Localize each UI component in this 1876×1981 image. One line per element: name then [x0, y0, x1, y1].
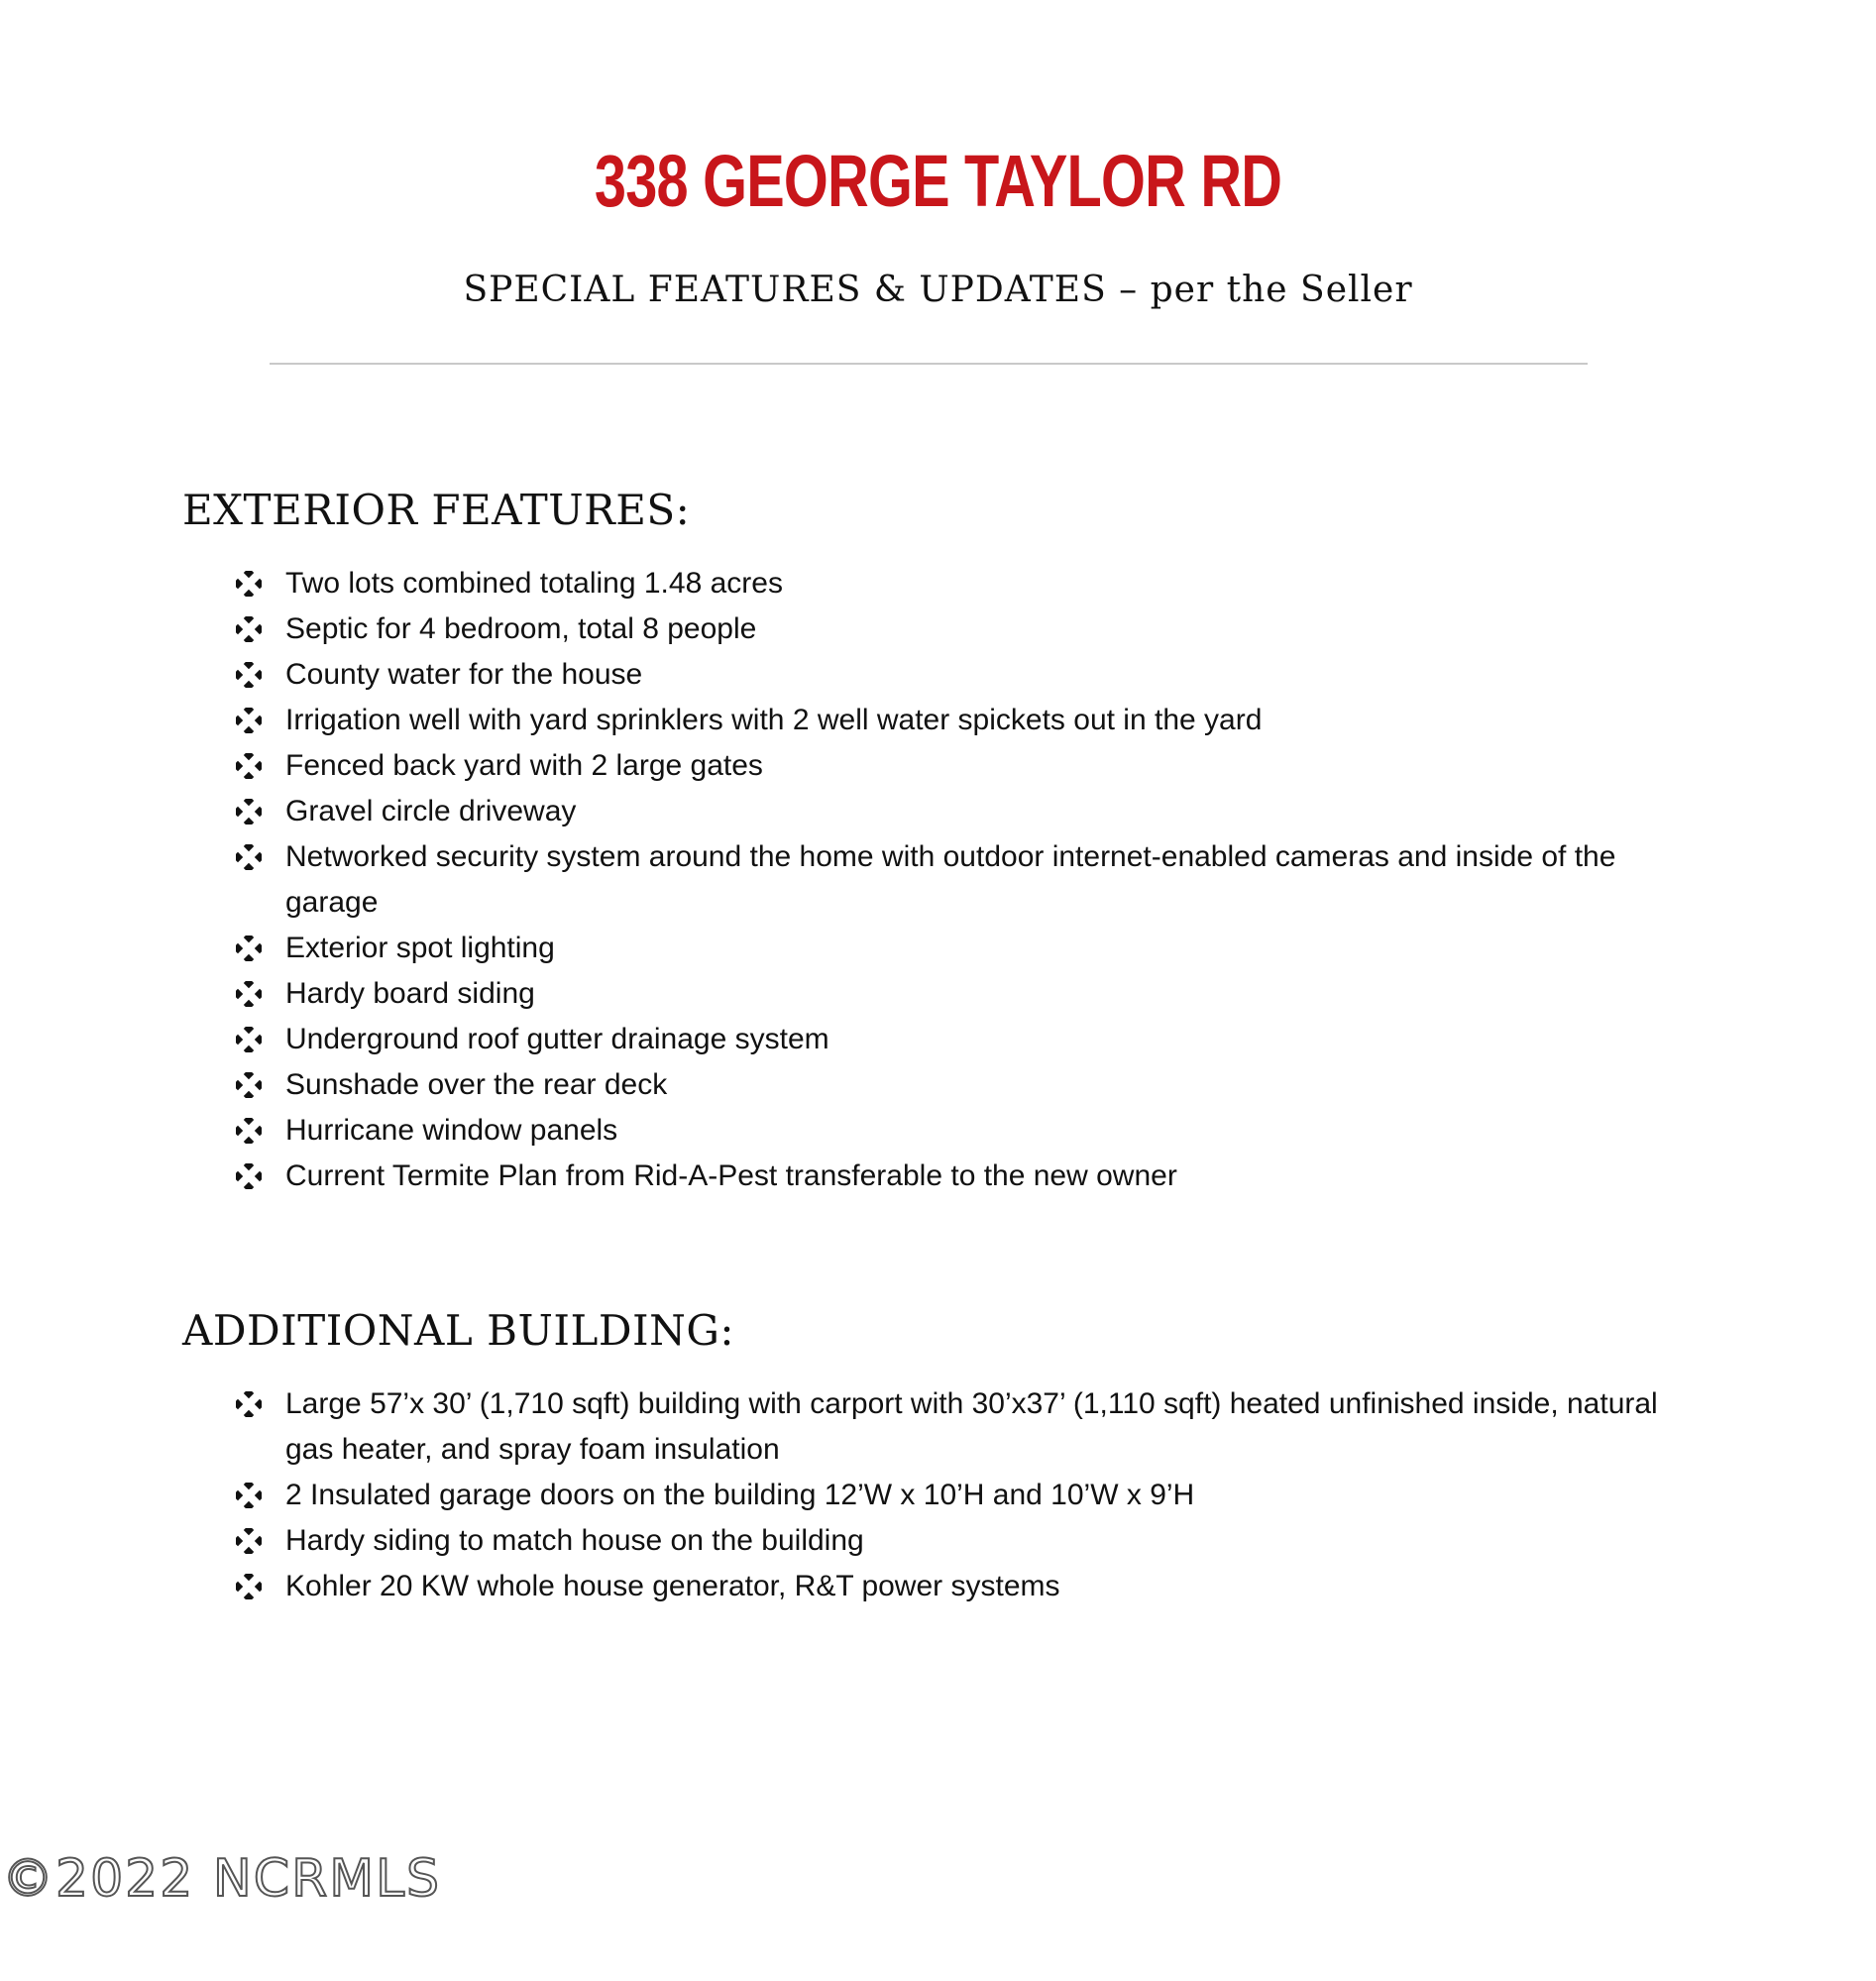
additional-building-list — [230, 1381, 1697, 1609]
four-diamond-bullet-icon — [236, 1118, 262, 1144]
four-diamond-bullet-icon — [236, 981, 262, 1007]
divider — [270, 363, 1588, 365]
list-item-text: Hardy board siding — [285, 977, 535, 1010]
list-item — [230, 1473, 1697, 1518]
list-item — [230, 1518, 1697, 1564]
title-wrap — [0, 139, 1876, 228]
four-diamond-bullet-icon — [236, 1027, 262, 1052]
list-item-text: Septic for 4 bedroom, total 8 people — [285, 612, 757, 645]
list-item — [230, 561, 1697, 606]
exterior-features-list — [230, 561, 1697, 1199]
four-diamond-bullet-icon — [236, 1163, 262, 1189]
four-diamond-bullet-icon — [236, 1072, 262, 1098]
list-item-text: Two lots combined totaling 1.48 acres — [285, 567, 783, 600]
list-item — [230, 743, 1697, 789]
list-item — [230, 652, 1697, 698]
list-item — [230, 1017, 1697, 1062]
list-item — [230, 1108, 1697, 1154]
list-item — [230, 1564, 1697, 1609]
property-title: 338 GEORGE TAYLOR RD — [594, 140, 1282, 222]
list-item-text: Irrigation well with yard sprinklers with 2 well water spickets out in the yard — [285, 704, 1263, 736]
list-item-text: Hardy siding to match house on the building — [285, 1524, 864, 1557]
list-item-text: Kohler 20 KW whole house generator, R&T power systems — [285, 1570, 1060, 1602]
four-diamond-bullet-icon — [236, 844, 262, 870]
four-diamond-bullet-icon — [236, 616, 262, 642]
four-diamond-bullet-icon — [236, 1574, 262, 1599]
list-item — [230, 926, 1697, 971]
list-item-text: 2 Insulated garage doors on the building 12’W x 10’H and 10’W x 9’H — [285, 1479, 1195, 1511]
exterior-features-heading: EXTERIOR FEATURES: — [182, 486, 691, 534]
four-diamond-bullet-icon — [236, 799, 262, 825]
four-diamond-bullet-icon — [236, 1528, 262, 1554]
list-item-text: Fenced back yard with 2 large gates — [285, 749, 763, 782]
list-item-text: Networked security system around the home with outdoor internet-enabled cameras and inside of the garage — [285, 840, 1616, 919]
list-item — [230, 1154, 1697, 1199]
four-diamond-bullet-icon — [236, 753, 262, 779]
list-item-text: County water for the house — [285, 658, 643, 691]
list-item-text: Exterior spot lighting — [285, 932, 555, 964]
four-diamond-bullet-icon — [236, 708, 262, 733]
additional-building-heading: ADDITIONAL BUILDING: — [182, 1306, 735, 1355]
list-item-text: Current Termite Plan from Rid-A-Pest transferable to the new owner — [285, 1159, 1177, 1192]
list-item-text: Large 57’x 30’ (1,710 sqft) building with carport with 30’x37’ (1,110 sqft) heated unfinished inside, natural gas heater, and spray foam insulation — [285, 1387, 1658, 1466]
four-diamond-bullet-icon — [236, 1391, 262, 1417]
four-diamond-bullet-icon — [236, 935, 262, 961]
list-item-text: Sunshade over the rear deck — [285, 1068, 668, 1101]
four-diamond-bullet-icon — [236, 662, 262, 688]
subtitle: SPECIAL FEATURES & UPDATES – per the Seller — [463, 270, 1413, 310]
list-item — [230, 971, 1697, 1017]
list-item — [230, 789, 1697, 834]
list-item — [230, 698, 1697, 743]
four-diamond-bullet-icon — [236, 571, 262, 597]
list-item-text: Underground roof gutter drainage system — [285, 1023, 829, 1055]
list-item-text: Hurricane window panels — [285, 1114, 618, 1147]
list-item — [230, 1381, 1697, 1473]
list-item — [230, 1062, 1697, 1108]
list-item — [230, 834, 1697, 926]
four-diamond-bullet-icon — [236, 1483, 262, 1508]
copyright-watermark: ©2022 NCRMLS — [2, 1849, 442, 1909]
list-item — [230, 606, 1697, 652]
list-item-text: Gravel circle driveway — [285, 795, 577, 827]
